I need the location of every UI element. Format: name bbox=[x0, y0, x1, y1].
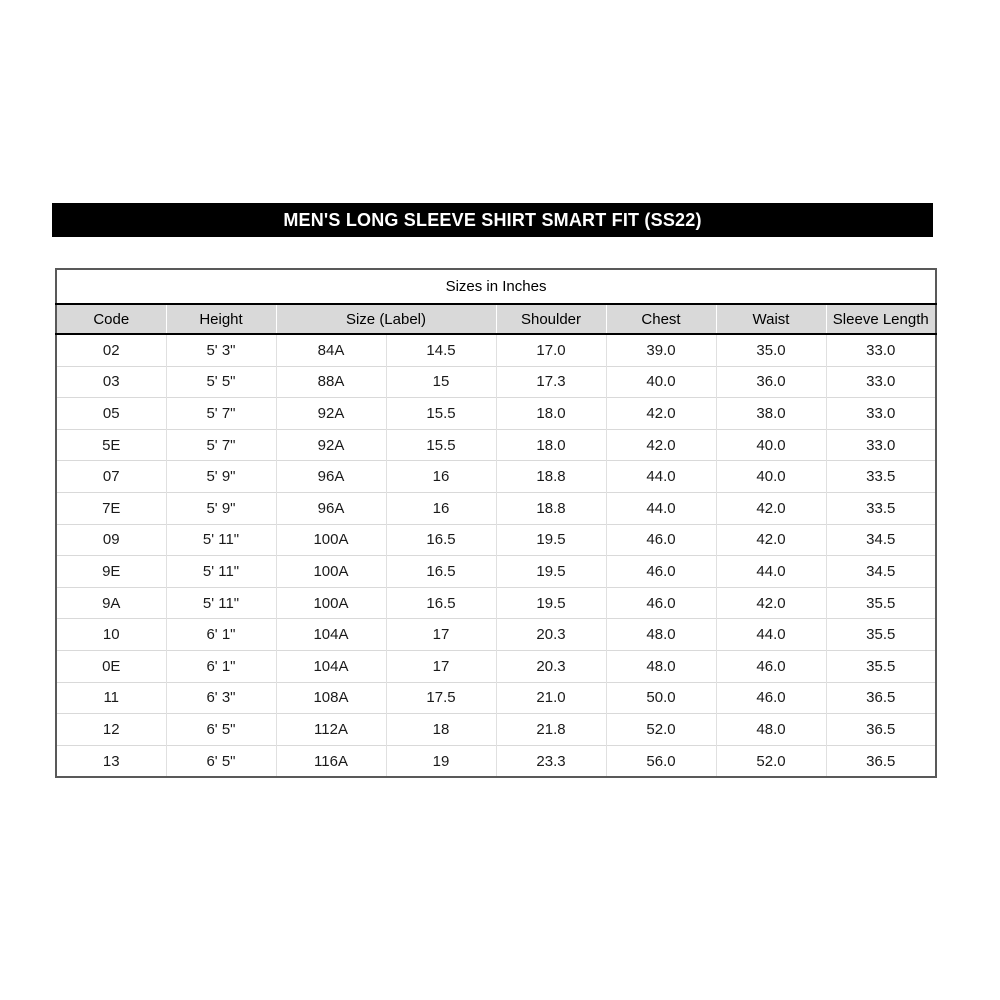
size-chart-table-head bbox=[56, 269, 936, 334]
table-header-row bbox=[56, 304, 936, 334]
table-cell: 33.5 bbox=[826, 492, 936, 524]
table-cell: 35.5 bbox=[826, 587, 936, 619]
table-cell: 5' 11" bbox=[166, 587, 276, 619]
column-header-sleeve-length: Sleeve Length bbox=[826, 304, 936, 334]
table-cell: 5' 3" bbox=[166, 334, 276, 366]
table-cell: 16.5 bbox=[386, 587, 496, 619]
table-cell: 19.5 bbox=[496, 587, 606, 619]
table-cell: 02 bbox=[102, 341, 120, 359]
table-cell: 44.0 bbox=[606, 461, 716, 493]
size-chart-table bbox=[55, 268, 937, 778]
table-cell: 84A bbox=[276, 334, 386, 366]
table-cell: 42.0 bbox=[716, 524, 826, 556]
table-cell: 16 bbox=[386, 492, 496, 524]
table-cell: 116A bbox=[276, 745, 386, 777]
table-cell: 36.5 bbox=[826, 714, 936, 746]
table-cell: 6' 1" bbox=[166, 650, 276, 682]
table-cell: 108A bbox=[276, 682, 386, 714]
table-cell: 19.5 bbox=[496, 524, 606, 556]
table-cell: 38.0 bbox=[716, 398, 826, 430]
table-cell: 40.0 bbox=[716, 461, 826, 493]
table-cell: 16.5 bbox=[386, 556, 496, 588]
table-cell: 100A bbox=[276, 556, 386, 588]
table-cell: 17 bbox=[386, 650, 496, 682]
column-header-chest: Chest bbox=[606, 304, 716, 334]
table-cell: 33.0 bbox=[826, 366, 936, 398]
table-row bbox=[56, 619, 936, 651]
table-cell: 05 bbox=[56, 398, 166, 430]
table-cell: 34.5 bbox=[826, 524, 936, 556]
table-cell: 20.3 bbox=[496, 650, 606, 682]
table-cell: 18.8 bbox=[496, 492, 606, 524]
table-cell: 16 bbox=[386, 461, 496, 493]
table-cell: 5' 9" bbox=[166, 492, 276, 524]
table-cell: 18 bbox=[386, 714, 496, 746]
table-caption: Sizes in Inches bbox=[56, 269, 936, 304]
table-cell: 50.0 bbox=[606, 682, 716, 714]
table-cell: 35.5 bbox=[826, 650, 936, 682]
table-cell: 17 bbox=[386, 619, 496, 651]
chart-title-bar bbox=[52, 203, 933, 237]
table-cell: 6' 1" bbox=[166, 619, 276, 651]
table-cell: 9A bbox=[56, 587, 166, 619]
table-cell: 19 bbox=[386, 745, 496, 777]
table-cell: 36.5 bbox=[826, 745, 936, 777]
table-cell: 5' 11" bbox=[166, 556, 276, 588]
table-cell: 46.0 bbox=[606, 524, 716, 556]
table-row bbox=[56, 492, 936, 524]
table-cell: 44.0 bbox=[716, 619, 826, 651]
table-cell: 35.0 bbox=[716, 334, 826, 366]
table-cell: 52.0 bbox=[716, 745, 826, 777]
column-header-height: Height bbox=[166, 304, 276, 334]
table-row bbox=[56, 745, 936, 777]
column-header-waist: Waist bbox=[716, 304, 826, 334]
table-cell: 10 bbox=[56, 619, 166, 651]
table-row bbox=[56, 556, 936, 588]
table-cell: 33.0 bbox=[826, 334, 936, 366]
table-cell: 11 bbox=[56, 682, 166, 714]
table-cell: 46.0 bbox=[606, 587, 716, 619]
table-row bbox=[56, 461, 936, 493]
table-row bbox=[56, 429, 936, 461]
table-cell: 100A bbox=[276, 587, 386, 619]
table-cell: 17.0 bbox=[496, 334, 606, 366]
table-cell: 17.3 bbox=[496, 366, 606, 398]
table-cell: 12 bbox=[56, 714, 166, 746]
table-row bbox=[56, 682, 936, 714]
table-cell: 21.0 bbox=[496, 682, 606, 714]
table-cell: 18.0 bbox=[496, 429, 606, 461]
table-cell: 33.0 bbox=[826, 398, 936, 430]
table-cell: 44.0 bbox=[606, 492, 716, 524]
table-cell: 5' 7" bbox=[166, 429, 276, 461]
table-cell: 39.0 bbox=[606, 334, 716, 366]
table-cell: 33.5 bbox=[826, 461, 936, 493]
table-cell: 21.8 bbox=[496, 714, 606, 746]
table-cell: 15.5 bbox=[386, 398, 496, 430]
table-row bbox=[56, 587, 936, 619]
table-cell: 44.0 bbox=[716, 556, 826, 588]
table-cell: 35.5 bbox=[826, 619, 936, 651]
table-cell: 48.0 bbox=[606, 619, 716, 651]
table-cell: 36.5 bbox=[826, 682, 936, 714]
table-cell: 13 bbox=[56, 745, 166, 777]
table-cell: 5' 5" bbox=[166, 366, 276, 398]
table-cell: 7E bbox=[56, 492, 166, 524]
table-cell: 96A bbox=[276, 492, 386, 524]
size-table-body bbox=[56, 334, 936, 777]
table-cell: 92A bbox=[276, 429, 386, 461]
table-cell: 15.5 bbox=[386, 429, 496, 461]
table-row bbox=[56, 714, 936, 746]
table-cell: 42.0 bbox=[716, 587, 826, 619]
column-header-size-label: Size (Label) bbox=[276, 304, 496, 334]
table-cell: 100A bbox=[276, 524, 386, 556]
table-row bbox=[56, 650, 936, 682]
table-cell: 15 bbox=[386, 366, 496, 398]
table-cell: 6' 3" bbox=[166, 682, 276, 714]
table-cell: 40.0 bbox=[606, 366, 716, 398]
table-cell: 6' 5" bbox=[166, 745, 276, 777]
table-caption-row bbox=[56, 269, 936, 304]
table-cell: 40.0 bbox=[716, 429, 826, 461]
table-cell: 46.0 bbox=[716, 650, 826, 682]
table-cell: 104A bbox=[276, 619, 386, 651]
table-cell: 5' 9" bbox=[166, 461, 276, 493]
table-cell: 14.5 bbox=[386, 334, 496, 366]
table-cell: 0E bbox=[56, 650, 166, 682]
table-cell: 56.0 bbox=[606, 745, 716, 777]
table-cell: 42.0 bbox=[716, 492, 826, 524]
table-cell: 16.5 bbox=[386, 524, 496, 556]
table-row bbox=[56, 334, 936, 366]
column-header-shoulder: Shoulder bbox=[496, 304, 606, 334]
table-cell: 5' 7" bbox=[166, 398, 276, 430]
table-cell: 112A bbox=[276, 714, 386, 746]
table-cell: 46.0 bbox=[606, 556, 716, 588]
table-cell: 33.0 bbox=[826, 429, 936, 461]
table-cell: 18.8 bbox=[496, 461, 606, 493]
table-cell: 6' 5" bbox=[166, 714, 276, 746]
table-cell: 34.5 bbox=[826, 556, 936, 588]
table-cell: 09 bbox=[56, 524, 166, 556]
table-cell: 48.0 bbox=[606, 650, 716, 682]
table-cell: 18.0 bbox=[496, 398, 606, 430]
table-row bbox=[56, 398, 936, 430]
chart-title: MEN'S LONG SLEEVE SHIRT SMART FIT (SS22) bbox=[283, 209, 702, 230]
table-cell: 9E bbox=[56, 556, 166, 588]
table-row bbox=[56, 524, 936, 556]
table-cell: 5E bbox=[56, 429, 166, 461]
table-cell: 92A bbox=[276, 398, 386, 430]
table-cell: 104A bbox=[276, 650, 386, 682]
table-cell: 20.3 bbox=[496, 619, 606, 651]
table-cell: 42.0 bbox=[606, 429, 716, 461]
table-cell: 46.0 bbox=[716, 682, 826, 714]
table-cell: 07 bbox=[56, 461, 166, 493]
table-cell: 88A bbox=[276, 366, 386, 398]
table-cell: 42.0 bbox=[606, 398, 716, 430]
table-cell: 96A bbox=[276, 461, 386, 493]
table-cell: 19.5 bbox=[496, 556, 606, 588]
table-row bbox=[56, 366, 936, 398]
table-cell: 52.0 bbox=[606, 714, 716, 746]
column-header-code: Code bbox=[56, 304, 166, 334]
table-cell: 5' 11" bbox=[166, 524, 276, 556]
table-cell: 36.0 bbox=[716, 366, 826, 398]
table-cell: 03 bbox=[56, 366, 166, 398]
table-cell: 48.0 bbox=[716, 714, 826, 746]
table-cell: 23.3 bbox=[496, 745, 606, 777]
table-cell: 17.5 bbox=[386, 682, 496, 714]
